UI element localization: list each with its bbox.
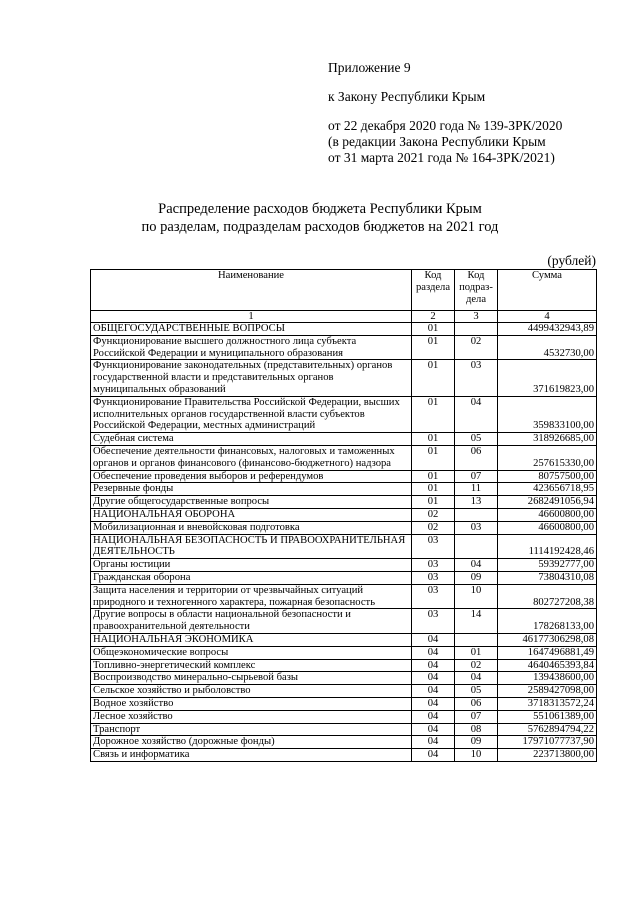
row-sum: 257615330,00	[498, 445, 597, 470]
row-name: Лесное хозяйство	[91, 710, 412, 723]
table-row	[91, 496, 597, 509]
table-row	[91, 396, 597, 432]
row-sum: 46600800,00	[498, 521, 597, 534]
row-subsection-code: 05	[455, 685, 498, 698]
row-sum: 2589427098,00	[498, 685, 597, 698]
row-name: Водное хозяйство	[91, 697, 412, 710]
document-header	[328, 60, 562, 166]
row-section-code: 02	[412, 508, 455, 521]
row-subsection-code: 02	[455, 659, 498, 672]
row-section-code: 04	[412, 672, 455, 685]
row-section-code: 04	[412, 633, 455, 646]
row-name: Транспорт	[91, 723, 412, 736]
row-section-code: 04	[412, 697, 455, 710]
row-subsection-code: 06	[455, 445, 498, 470]
row-sum: 1114192428,46	[498, 534, 597, 559]
row-subsection-code: 03	[455, 521, 498, 534]
row-subsection-code: 04	[455, 559, 498, 572]
table-row	[91, 433, 597, 446]
table-row	[91, 571, 597, 584]
row-sum: 178268133,00	[498, 609, 597, 634]
row-section-code: 04	[412, 646, 455, 659]
table-row	[91, 335, 597, 360]
table-row	[91, 559, 597, 572]
table-row	[91, 723, 597, 736]
row-subsection-code	[455, 633, 498, 646]
table-row	[91, 483, 597, 496]
column-number-row	[91, 311, 597, 323]
row-subsection-code: 09	[455, 571, 498, 584]
row-section-code: 04	[412, 723, 455, 736]
row-section-code: 04	[412, 710, 455, 723]
row-section-code: 01	[412, 445, 455, 470]
row-section-code: 01	[412, 323, 455, 336]
row-subsection-code: 01	[455, 646, 498, 659]
row-subsection-code: 05	[455, 433, 498, 446]
header-subsection-code: Код подраз-дела	[455, 270, 498, 311]
row-subsection-code: 14	[455, 609, 498, 634]
units-label: (рублей)	[547, 253, 596, 268]
table-row	[91, 672, 597, 685]
table-row	[91, 736, 597, 749]
row-section-code: 01	[412, 483, 455, 496]
appendix-number: Приложение 9	[328, 60, 411, 75]
row-sum: 551061389,00	[498, 710, 597, 723]
column-number: 4	[498, 311, 597, 323]
row-subsection-code: 06	[455, 697, 498, 710]
row-subsection-code: 02	[455, 335, 498, 360]
row-sum: 46600800,00	[498, 508, 597, 521]
row-name: Другие вопросы в области национальной безопасности и правоохранительной деятельности	[91, 609, 412, 634]
row-subsection-code	[455, 508, 498, 521]
table-row	[91, 508, 597, 521]
row-name: НАЦИОНАЛЬНАЯ ОБОРОНА	[91, 508, 412, 521]
law-reference: к Закону Республики Крым	[328, 89, 486, 104]
table-row	[91, 609, 597, 634]
table-row	[91, 521, 597, 534]
row-sum: 3718313572,24	[498, 697, 597, 710]
header-sum: Сумма	[498, 270, 597, 311]
column-number: 1	[91, 311, 412, 323]
row-sum: 2682491056,94	[498, 496, 597, 509]
row-sum: 73804310,08	[498, 571, 597, 584]
amendment-note: (в редакции Закона Республики Крым	[328, 134, 546, 149]
row-name: Топливно-энергетический комплекс	[91, 659, 412, 672]
table-row	[91, 534, 597, 559]
row-subsection-code: 13	[455, 496, 498, 509]
row-section-code: 03	[412, 571, 455, 584]
table-row	[91, 584, 597, 609]
row-subsection-code: 07	[455, 470, 498, 483]
row-sum: 223713800,00	[498, 749, 597, 762]
row-sum: 80757500,00	[498, 470, 597, 483]
row-name: Функционирование высшего должностного лица субъекта Российской Федерации и муниципального образования	[91, 335, 412, 360]
row-subsection-code	[455, 323, 498, 336]
row-section-code: 02	[412, 521, 455, 534]
row-subsection-code: 11	[455, 483, 498, 496]
budget-table	[90, 269, 597, 762]
row-sum: 4499432943,89	[498, 323, 597, 336]
row-name: Гражданская оборона	[91, 571, 412, 584]
row-sum: 371619823,00	[498, 360, 597, 396]
table-row	[91, 697, 597, 710]
row-name: Другие общегосударственные вопросы	[91, 496, 412, 509]
table-row	[91, 659, 597, 672]
row-name: НАЦИОНАЛЬНАЯ БЕЗОПАСНОСТЬ И ПРАВООХРАНИТЕЛЬНАЯ ДЕЯТЕЛЬНОСТЬ	[91, 534, 412, 559]
amendment-date: от 31 марта 2021 года № 164-ЗРК/2021)	[328, 150, 555, 165]
row-subsection-code: 10	[455, 749, 498, 762]
row-sum: 4640465393,84	[498, 659, 597, 672]
row-sum: 4532730,00	[498, 335, 597, 360]
row-section-code: 01	[412, 396, 455, 432]
title-line-2: по разделам, подразделам расходов бюджетов на 2021 год	[141, 219, 499, 235]
column-number: 2	[412, 311, 455, 323]
row-section-code: 03	[412, 534, 455, 559]
row-name: Обеспечение деятельности финансовых, налоговых и таможенных органов и органов финансового (финансово-бюджетного) надзора	[91, 445, 412, 470]
row-section-code: 03	[412, 609, 455, 634]
header-name: Наименование	[91, 270, 412, 311]
row-name: Сельское хозяйство и рыболовство	[91, 685, 412, 698]
row-subsection-code: 07	[455, 710, 498, 723]
row-sum: 46177306298,08	[498, 633, 597, 646]
table-row	[91, 710, 597, 723]
row-section-code: 01	[412, 335, 455, 360]
document-title	[0, 200, 640, 236]
row-sum: 802727208,38	[498, 584, 597, 609]
row-sum: 1647496881,49	[498, 646, 597, 659]
row-name: Дорожное хозяйство (дорожные фонды)	[91, 736, 412, 749]
header-section-code: Код раздела	[412, 270, 455, 311]
column-number: 3	[455, 311, 498, 323]
row-section-code: 04	[412, 736, 455, 749]
table-row	[91, 633, 597, 646]
row-subsection-code: 04	[455, 396, 498, 432]
row-section-code: 03	[412, 584, 455, 609]
row-subsection-code: 03	[455, 360, 498, 396]
row-sum: 5762894794,22	[498, 723, 597, 736]
row-sum: 359833100,00	[498, 396, 597, 432]
row-section-code: 03	[412, 559, 455, 572]
row-name: Резервные фонды	[91, 483, 412, 496]
row-name: ОБЩЕГОСУДАРСТВЕННЫЕ ВОПРОСЫ	[91, 323, 412, 336]
table-row	[91, 360, 597, 396]
row-name: Функционирование Правительства Российской Федерации, высших исполнительных органов государственной власти субъектов Российской Федерации, местных администраций	[91, 396, 412, 432]
row-subsection-code: 04	[455, 672, 498, 685]
row-name: НАЦИОНАЛЬНАЯ ЭКОНОМИКА	[91, 633, 412, 646]
row-sum: 59392777,00	[498, 559, 597, 572]
row-name: Судебная система	[91, 433, 412, 446]
table-row	[91, 445, 597, 470]
table-row	[91, 470, 597, 483]
row-name: Мобилизационная и вневойсковая подготовка	[91, 521, 412, 534]
row-subsection-code: 10	[455, 584, 498, 609]
table-row	[91, 685, 597, 698]
table-header-row	[91, 270, 597, 311]
row-sum: 139438600,00	[498, 672, 597, 685]
row-section-code: 01	[412, 470, 455, 483]
row-sum: 423656718,95	[498, 483, 597, 496]
row-name: Обеспечение проведения выборов и референдумов	[91, 470, 412, 483]
row-name: Связь и информатика	[91, 749, 412, 762]
row-sum: 17971077737,90	[498, 736, 597, 749]
row-section-code: 01	[412, 496, 455, 509]
row-section-code: 01	[412, 360, 455, 396]
row-name: Воспроизводство минерально-сырьевой базы	[91, 672, 412, 685]
row-sum: 318926685,00	[498, 433, 597, 446]
table-row	[91, 646, 597, 659]
table-row	[91, 323, 597, 336]
row-section-code: 01	[412, 433, 455, 446]
row-name: Функционирование законодательных (представительных) органов государственной власти и представительных органов муниципальных образований	[91, 360, 412, 396]
title-line-1: Распределение расходов бюджета Республики Крым	[158, 201, 482, 217]
row-section-code: 04	[412, 659, 455, 672]
row-subsection-code	[455, 534, 498, 559]
row-subsection-code: 08	[455, 723, 498, 736]
row-section-code: 04	[412, 685, 455, 698]
row-name: Общеэкономические вопросы	[91, 646, 412, 659]
row-subsection-code: 09	[455, 736, 498, 749]
table-body	[91, 323, 597, 762]
row-section-code: 04	[412, 749, 455, 762]
law-date: от 22 декабря 2020 года № 139-ЗРК/2020	[328, 118, 563, 133]
table-row	[91, 749, 597, 762]
row-name: Защита населения и территории от чрезвычайных ситуаций природного и техногенного характера, пожарная безопасность	[91, 584, 412, 609]
row-name: Органы юстиции	[91, 559, 412, 572]
